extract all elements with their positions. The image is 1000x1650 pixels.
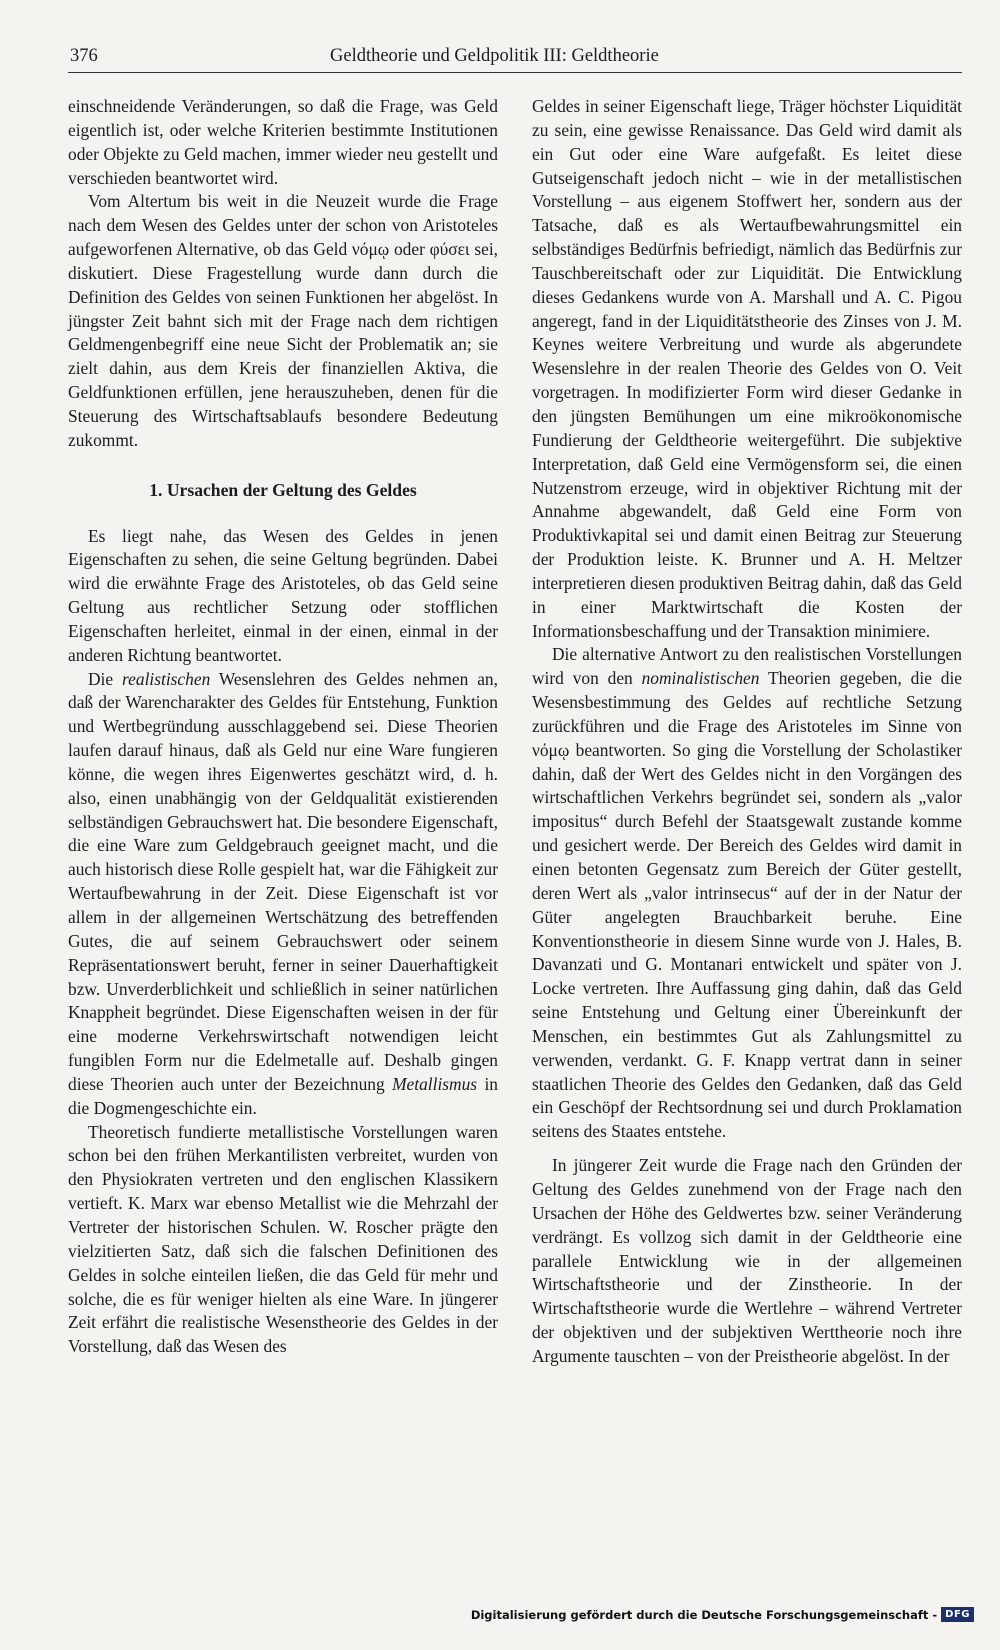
paragraph: Vom Altertum bis weit in die Neuzeit wurde die Frage nach dem Wesen des Geldes unter der schon von Aristoteles aufgeworfenen Alternative, ob das Geld νόμῳ oder φύσει sei, diskutiert. Diese Fragestellung wurde dann durch die Definition des Geldes von seinen Funktionen her abgelöst. In jüngster Zeit bahnt sich mit der Frage nach dem richtigen Geldmengenbegriff eine neue Sicht der Problematik an; sie zielt dahin, aus dem Kreis der finanziellen Aktiva, die Geldfunktionen erfüllen, jene herauszuheben, denen für die Steuerung des Wirtschaftsablaufs besondere Bedeutung zukommt.	[68, 191, 498, 450]
section-heading: 1. Ursachen der Geltung des Geldes	[149, 479, 417, 500]
text-run: in die Dogmengeschichte ein.	[68, 1073, 499, 1118]
paragraph	[532, 643, 962, 1144]
paragraph: Theoretisch fundierte metallistische Vorstellungen waren schon bei den frühen Merkantilisten verbreitet, wurden von den Physiokraten vertreten und den englischen Klassikern vertieft. K. Marx war ebenso Metallist wie die Mehrzahl der Vertreter der historischen Schulen. W. Roscher prägte den vielzitierten Satz, daß sich die falschen Definitionen des Geldes in solche einteilen ließen, die das Geld für mehr und solche, die es für weniger hielten als eine Ware. In jüngerer Zeit erfährt die realistische Wesenstheorie des Geldes in der Vorstellung, daß das Wesen des	[68, 1121, 498, 1357]
left-column	[68, 95, 498, 1359]
emphasis-term: Metallismus	[392, 1073, 478, 1094]
paragraph: Es liegt nahe, das Wesen des Geldes in jenen Eigenschaften zu sehen, die seine Geltung begründen. Dabei wird die erwähnte Frage des Aristoteles, ob das Geld seine Geltung aus rechtlicher Setzung oder stofflichen Eigenschaften herleitet, einmal in der einen, einmal in der anderen Richtung beantwortet.	[68, 525, 498, 665]
text-run: Wesenslehren des Geldes nehmen an, daß der Warencharakter des Geldes für Entstehung, Funktion und Wertbegründung ausschlaggebend sei. Diese Theorien laufen darauf hinaus, daß als Geld nur eine Ware fungieren könne, die wegen ihres Eigenwertes geschätzt wird, d. h. also, einen unabhängig von der Geldqualität existierenden selbständigen Gebrauchswert hat. Die besondere Eigenschaft, die eine Ware zum Geldgebrauch geeignet macht, und die auch historisch diese Rolle gespielt hat, war die Fähigkeit zur Wertaufbewahrung in der Zeit. Diese Eigenschaft ist vor allem in der allgemeinen Wertschätzung des betreffenden Gutes, die auf seinem Gebrauchswert oder seinem Repräsentationswert beruht, ferner in seiner Dauerhaftigkeit bzw. Unverderblichkeit und schließlich in seiner natürlichen Knappheit begründet. Diese Eigenschaften weisen in der für eine moderne Verkehrswirtschaft notwendigen leicht fungiblen Form nur die Edelmetalle auf. Deshalb gingen diese Theorien auch unter der Bezeichnung	[68, 668, 498, 1094]
paragraph: einschneidende Veränderungen, so daß die Frage, was Geld eigentlich ist, oder welche Kriterien bestimmte Institutionen oder Objekte zu Geld machen, immer wieder neu gestellt und verschieden beantwortet wird.	[68, 96, 498, 188]
digitization-footer	[471, 1607, 974, 1622]
running-title: Geldtheorie und Geldpolitik III: Geldtheorie	[330, 46, 659, 66]
paragraph: In jüngerer Zeit wurde die Frage nach den Gründen der Geltung des Geldes zunehmend von der Frage nach den Ursachen der Höhe des Geldwertes bzw. seiner Veränderung verdrängt. Es vollzog sich damit in der Geldtheorie eine parallele Entwicklung wie in der allgemeinen Wirtschaftstheorie und der Zinstheorie. In der Wirtschaftstheorie wurde die Wertlehre – während Vertreter der objektiven und der subjektiven Werttheorie noch ihre Argumente tauschten – von der Preistheorie abgelöst. In der	[532, 1155, 962, 1366]
page-header	[68, 44, 962, 73]
footer-text: Digitalisierung gefördert durch die Deutsche Forschungsgemeinschaft -	[470, 1607, 938, 1622]
paragraph: Geldes in seiner Eigenschaft liege, Träger höchster Liquidität zu sein, eine gewisse Renaissance. Das Geld wird damit als ein Gut oder eine Ware aufgefaßt. Es leitet diese Gutseigenschaft jedoch nicht – wie in der metallistischen Vorstellung – aus eigenem Stoffwert her, sondern aus der Tatsache, daß es als Wertaufbewahrungsmittel ein selbständiges Bedürfnis befriedigt, nämlich das Bedürfnis zur Tauschbereitschaft oder zur Liquidität. Die Entwicklung dieses Gedankens wurde von A. Marshall und A. C. Pigou angeregt, fand in der Liquiditätstheorie des Zinses von J. M. Keynes weitere Verbreitung und wurde als abgerundete Wesenslehre in der realen Theorie des Geldes von O. Veit vorgetragen. In modifizierter Form wird dieser Gedanke in den jüngsten Bemühungen um eine mikroökonomische Fundierung der Geldtheorie weitergeführt. Die subjektive Interpretation, daß Geld eine Vermögensform sei, die einen Nutzenstrom erzeuge, wird in objektiver Richtung mit der Annahme abgewandelt, daß Geld eine Form von Produktivkapital sei und damit einen Beitrag zur Steuerung der Produktion leiste. K. Brunner und A. H. Meltzer interpretieren diesen produktiven Beitrag dahin, daß das Geld in einer Marktwirtschaft die Kosten der Informationsbeschaffung und der Transaktion minimiere.	[532, 96, 962, 641]
emphasis-term: nominalistischen	[641, 668, 760, 689]
dfg-logo: DFG	[941, 1607, 974, 1622]
text-run: Die	[88, 668, 123, 689]
text-run: Die alternative Antwort zu den realistischen Vorstellungen wird von den	[532, 644, 962, 689]
page-number: 376	[70, 46, 98, 66]
right-column	[532, 95, 962, 1369]
paragraph	[68, 668, 498, 1121]
emphasis-term: realistischen	[122, 668, 211, 689]
text-run: Theorien gegeben, die die Wesensbestimmung des Geldes auf rechtliche Setzung zurückführen und die Frage des Aristoteles im Sinne von νόμῳ beantworten. So ging die Vorstellung der Scholastiker dahin, daß der Wert des Geldes nicht in den Vorgängen des wirtschaftlichen Verkehrs begründet sei, sondern als „valor impositus“ durch Befehl der Staatsgewalt zustande komme und gesichert werde. Der Bereich des Geldes wird damit in einen betonten Gegensatz zum Bereich der Güter gestellt, deren Wert als „valor intrinsecus“ auf der in der Natur der Güter angelegten Brauchbarkeit beruhe. Eine Konventionstheorie in diesem Sinne wurde von J. Hales, B. Davanzati und G. Montanari entwickelt und später von J. Locke vertreten. Ihre Auffassung ging dahin, daß das Geld seine Entstehung und Geltung einer Übereinkunft der Menschen, ein bestimmtes Gut als Zahlungsmittel zu verwenden, verdankt. G. F. Knapp vertrat dann in seiner staatlichen Theorie des Geldes den Gedanken, daß das Geld ein Geschöpf der Rechtsordnung sei und durch Proklamation seitens des Staates entstehe.	[532, 668, 962, 1142]
